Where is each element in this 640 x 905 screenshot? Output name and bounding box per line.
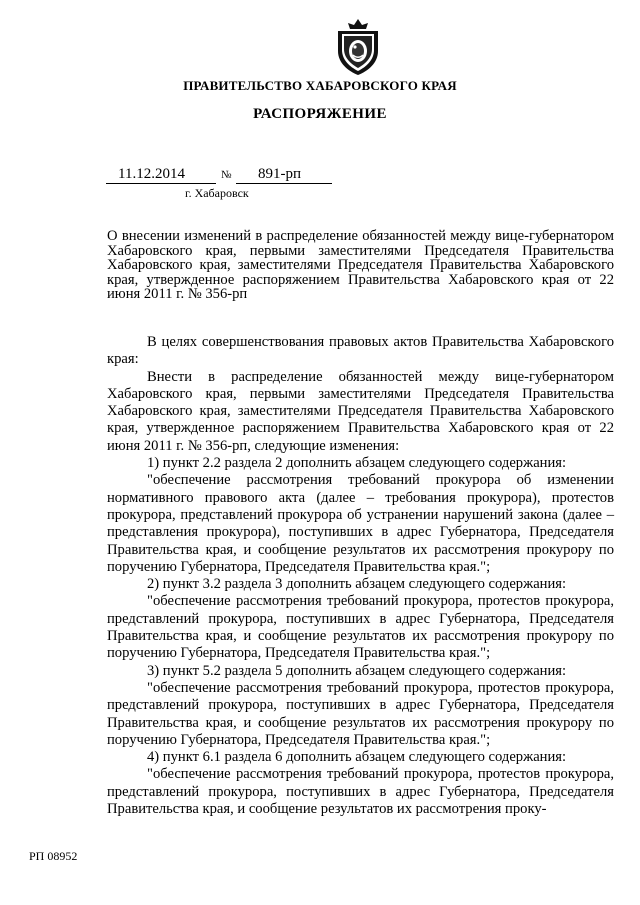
body-paragraph: "обеспечение рассмотрения требований прокурора об изменении нормативного правового акта (далее – требования прокурора), протестов прокурора, представлений прокурора об устранении нарушений закона (далее – представления прокурора), поступивших в адрес Губернатора, Председателя Правительства края, и сообщение результатов их рассмотрения прокурору по поручению Губернатора, Председателя Правительства края."; [107, 472, 614, 575]
body-paragraph: 1) пункт 2.2 раздела 2 дополнить абзацем следующего содержания: [147, 455, 567, 472]
document-subject: О внесении изменений в распределение обязанностей между вице-губернатором Хабаровского края, первыми заместителями Председателя Правительства Хабаровского края, заместителями Председателя Правительства Хабаровского края, утвержденное распоряжением Правительства Хабаровского края от 22 июня 2011 г. № 356-рп [107, 228, 614, 302]
document-type-title: РАСПОРЯЖЕНИЕ [253, 106, 387, 122]
body-paragraph: 2) пункт 3.2 раздела 3 дополнить абзацем следующего содержания: [147, 576, 567, 593]
body-paragraph: В целях совершенствования правовых актов Правительства Хабаровского края: [107, 334, 614, 368]
body-paragraph: "обеспечение рассмотрения требований прокурора, протестов прокурора, представлений прокурора, поступивших в адрес Губернатора, Председателя Правительства края, и сообщение результатов их рассмотрения проку- [107, 766, 614, 818]
organization-title: ПРАВИТЕЛЬСТВО ХАБАРОВСКОГО КРАЯ [183, 78, 457, 93]
number-sign: № [221, 169, 232, 181]
document-number: 891-рп [236, 165, 332, 184]
document-date: 11.12.2014 [106, 165, 216, 184]
body-paragraph: "обеспечение рассмотрения требований прокурора, протестов прокурора, представлений прокурора, поступивших в адрес Губернатора, Председателя Правительства края, и сообщение результатов их рассмотрения прокурору по поручению Губернатора, Председателя Правительства края."; [107, 593, 614, 662]
document-body [107, 334, 614, 818]
city-label: г. Хабаровск [185, 186, 249, 200]
body-paragraph: 4) пункт 6.1 раздела 6 дополнить абзацем следующего содержания: [147, 749, 567, 766]
document-code: РП 08952 [29, 849, 78, 863]
body-paragraph: 3) пункт 5.2 раздела 5 дополнить абзацем следующего содержания: [147, 662, 567, 679]
body-paragraph: "обеспечение рассмотрения требований прокурора, протестов прокурора, представлений прокурора, поступивших в адрес Губернатора, Председателя Правительства края, и сообщение результатов их рассмотрения прокурору по поручению Губернатора, Председателя Правительства края."; [107, 679, 614, 748]
coat-of-arms-emblem-icon [332, 17, 384, 77]
body-paragraph: Внести в распределение обязанностей между вице-губернатором Хабаровского края, первыми заместителями Председателя Правительства Хабаровского края, заместителями Председателя Правительства Хабаровского края, утвержденное распоряжением Правительства Хабаровского края от 22 июня 2011 г. № 356-рп, следующие изменения: [107, 368, 614, 454]
